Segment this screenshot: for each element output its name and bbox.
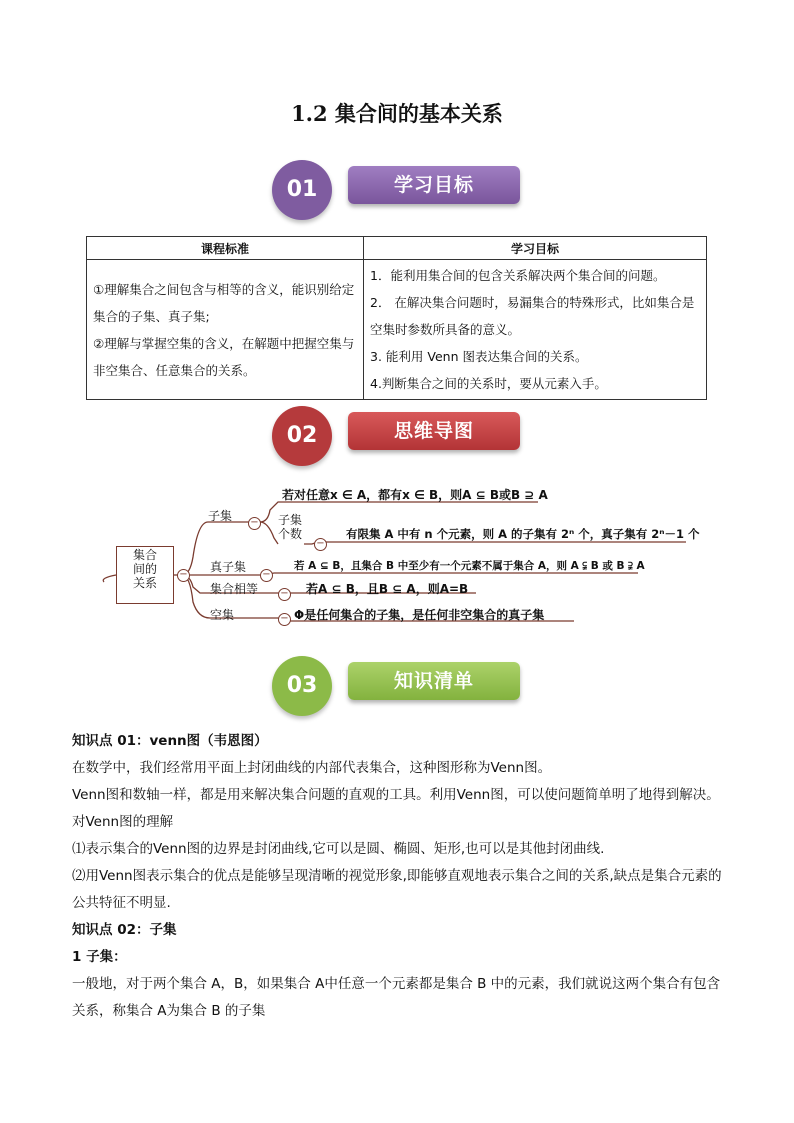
knowledge-point-title: 知识点 02：子集 xyxy=(72,922,177,938)
section-number: 01 xyxy=(272,160,332,220)
node-subset-count-label: 子集 个数 xyxy=(278,513,303,541)
node-equal: 集合相等 xyxy=(210,582,259,596)
collapse-minus-icon[interactable]: − xyxy=(248,517,261,530)
paragraph: Venn图和数轴一样，都是用来解决集合问题的直观的工具。利用Venn图，可以使问题简单明了地得到解决。 xyxy=(72,787,720,803)
paragraph: ⑴表示集合的Venn图的边界是封闭曲线,它可以是圆、椭圆、矩形,也可以是其他封闭曲线. xyxy=(72,841,605,857)
node-empty-def: Φ是任何集合的子集，是任何非空集合的真子集 xyxy=(294,608,545,622)
paragraph: ⑵用Venn图表示集合的优点是能够呈现清晰的视觉形象,即能够直观地表示集合之间的关系,缺点是集合元素的公共特征不明显. xyxy=(72,868,722,911)
paragraph: 在数学中，我们经常用平面上封闭曲线的内部代表集合，这种图形称为Venn图。 xyxy=(72,760,552,776)
section-label: 学习目标 xyxy=(348,166,520,204)
node-empty: 空集 xyxy=(210,608,235,622)
standard-line: ①理解集合之间包含与相等的含义，能识别给定集合的子集、真子集; xyxy=(93,281,355,324)
node-subset-count: 有限集 A 中有 n 个元素，则 A 的子集有 2ⁿ 个，真子集有 2ⁿ－1 个 xyxy=(346,527,700,541)
section-number: 02 xyxy=(272,406,332,466)
mind-map-center: 集合 间的 关系 xyxy=(116,546,174,604)
section-banner-03 xyxy=(272,656,522,718)
section-label: 思维导图 xyxy=(348,412,520,450)
goal-item: 4.判断集合之间的关系时，要从元素入手。 xyxy=(370,376,607,391)
standard-line: ②理解与掌握空集的含义，在解题中把握空集与非空集合、任意集合的关系。 xyxy=(93,335,355,378)
collapse-minus-icon[interactable]: − xyxy=(314,538,327,551)
node-subset-def: 若对任意x ∈ A，都有x ∈ B，则A ⊆ B或B ⊇ A xyxy=(282,488,548,502)
section-number: 03 xyxy=(272,656,332,716)
section-label: 知识清单 xyxy=(348,662,520,700)
section-banner-01 xyxy=(272,160,522,222)
collapse-minus-icon[interactable]: − xyxy=(278,588,291,601)
paragraph: 一般地，对于两个集合 A，B，如果集合 A中任意一个元素都是集合 B 中的元素，我们就说这两个集合有包含关系，称集合 A为集合 B 的子集 xyxy=(72,976,721,1019)
goals-table xyxy=(86,236,707,400)
knowledge-point-title: 知识点 01：venn图（韦恩图） xyxy=(72,733,268,749)
goal-item: 2． 在解决集合问题时，易漏集合的特殊形式，比如集合是空集时参数所具备的意义。 xyxy=(370,295,695,337)
collapse-minus-icon[interactable]: − xyxy=(278,613,291,626)
standard-cell xyxy=(87,260,364,400)
node-proper-subset-def: 若 A ⊆ B，且集合 B 中至少有一个元素不属于集合 A，则 A ⫋ B 或 B ⫌ A xyxy=(294,560,645,572)
goal-item: 1．能利用集合间的包含关系解决两个集合间的问题。 xyxy=(370,268,666,283)
collapse-minus-icon[interactable]: − xyxy=(260,569,273,582)
node-equal-def: 若A ⊆ B，且B ⊆ A，则A=B xyxy=(306,582,469,596)
table-header-goals: 学习目标 xyxy=(364,237,707,260)
collapse-minus-icon[interactable]: − xyxy=(177,569,190,582)
subsection-title: 1 子集： xyxy=(72,949,127,965)
section-banner-02 xyxy=(272,406,522,468)
table-header-standard: 课程标准 xyxy=(87,237,364,260)
page-title: 1.2 集合间的基本关系 xyxy=(291,101,503,126)
paragraph: 对Venn图的理解 xyxy=(72,814,174,830)
mind-map xyxy=(98,482,698,632)
goal-item: 3. 能利用 Venn 图表达集合间的关系。 xyxy=(370,349,588,364)
goals-cell xyxy=(364,260,707,400)
node-subset: 子集 xyxy=(208,509,233,523)
node-proper-subset: 真子集 xyxy=(210,560,247,574)
knowledge-list xyxy=(72,728,732,1025)
